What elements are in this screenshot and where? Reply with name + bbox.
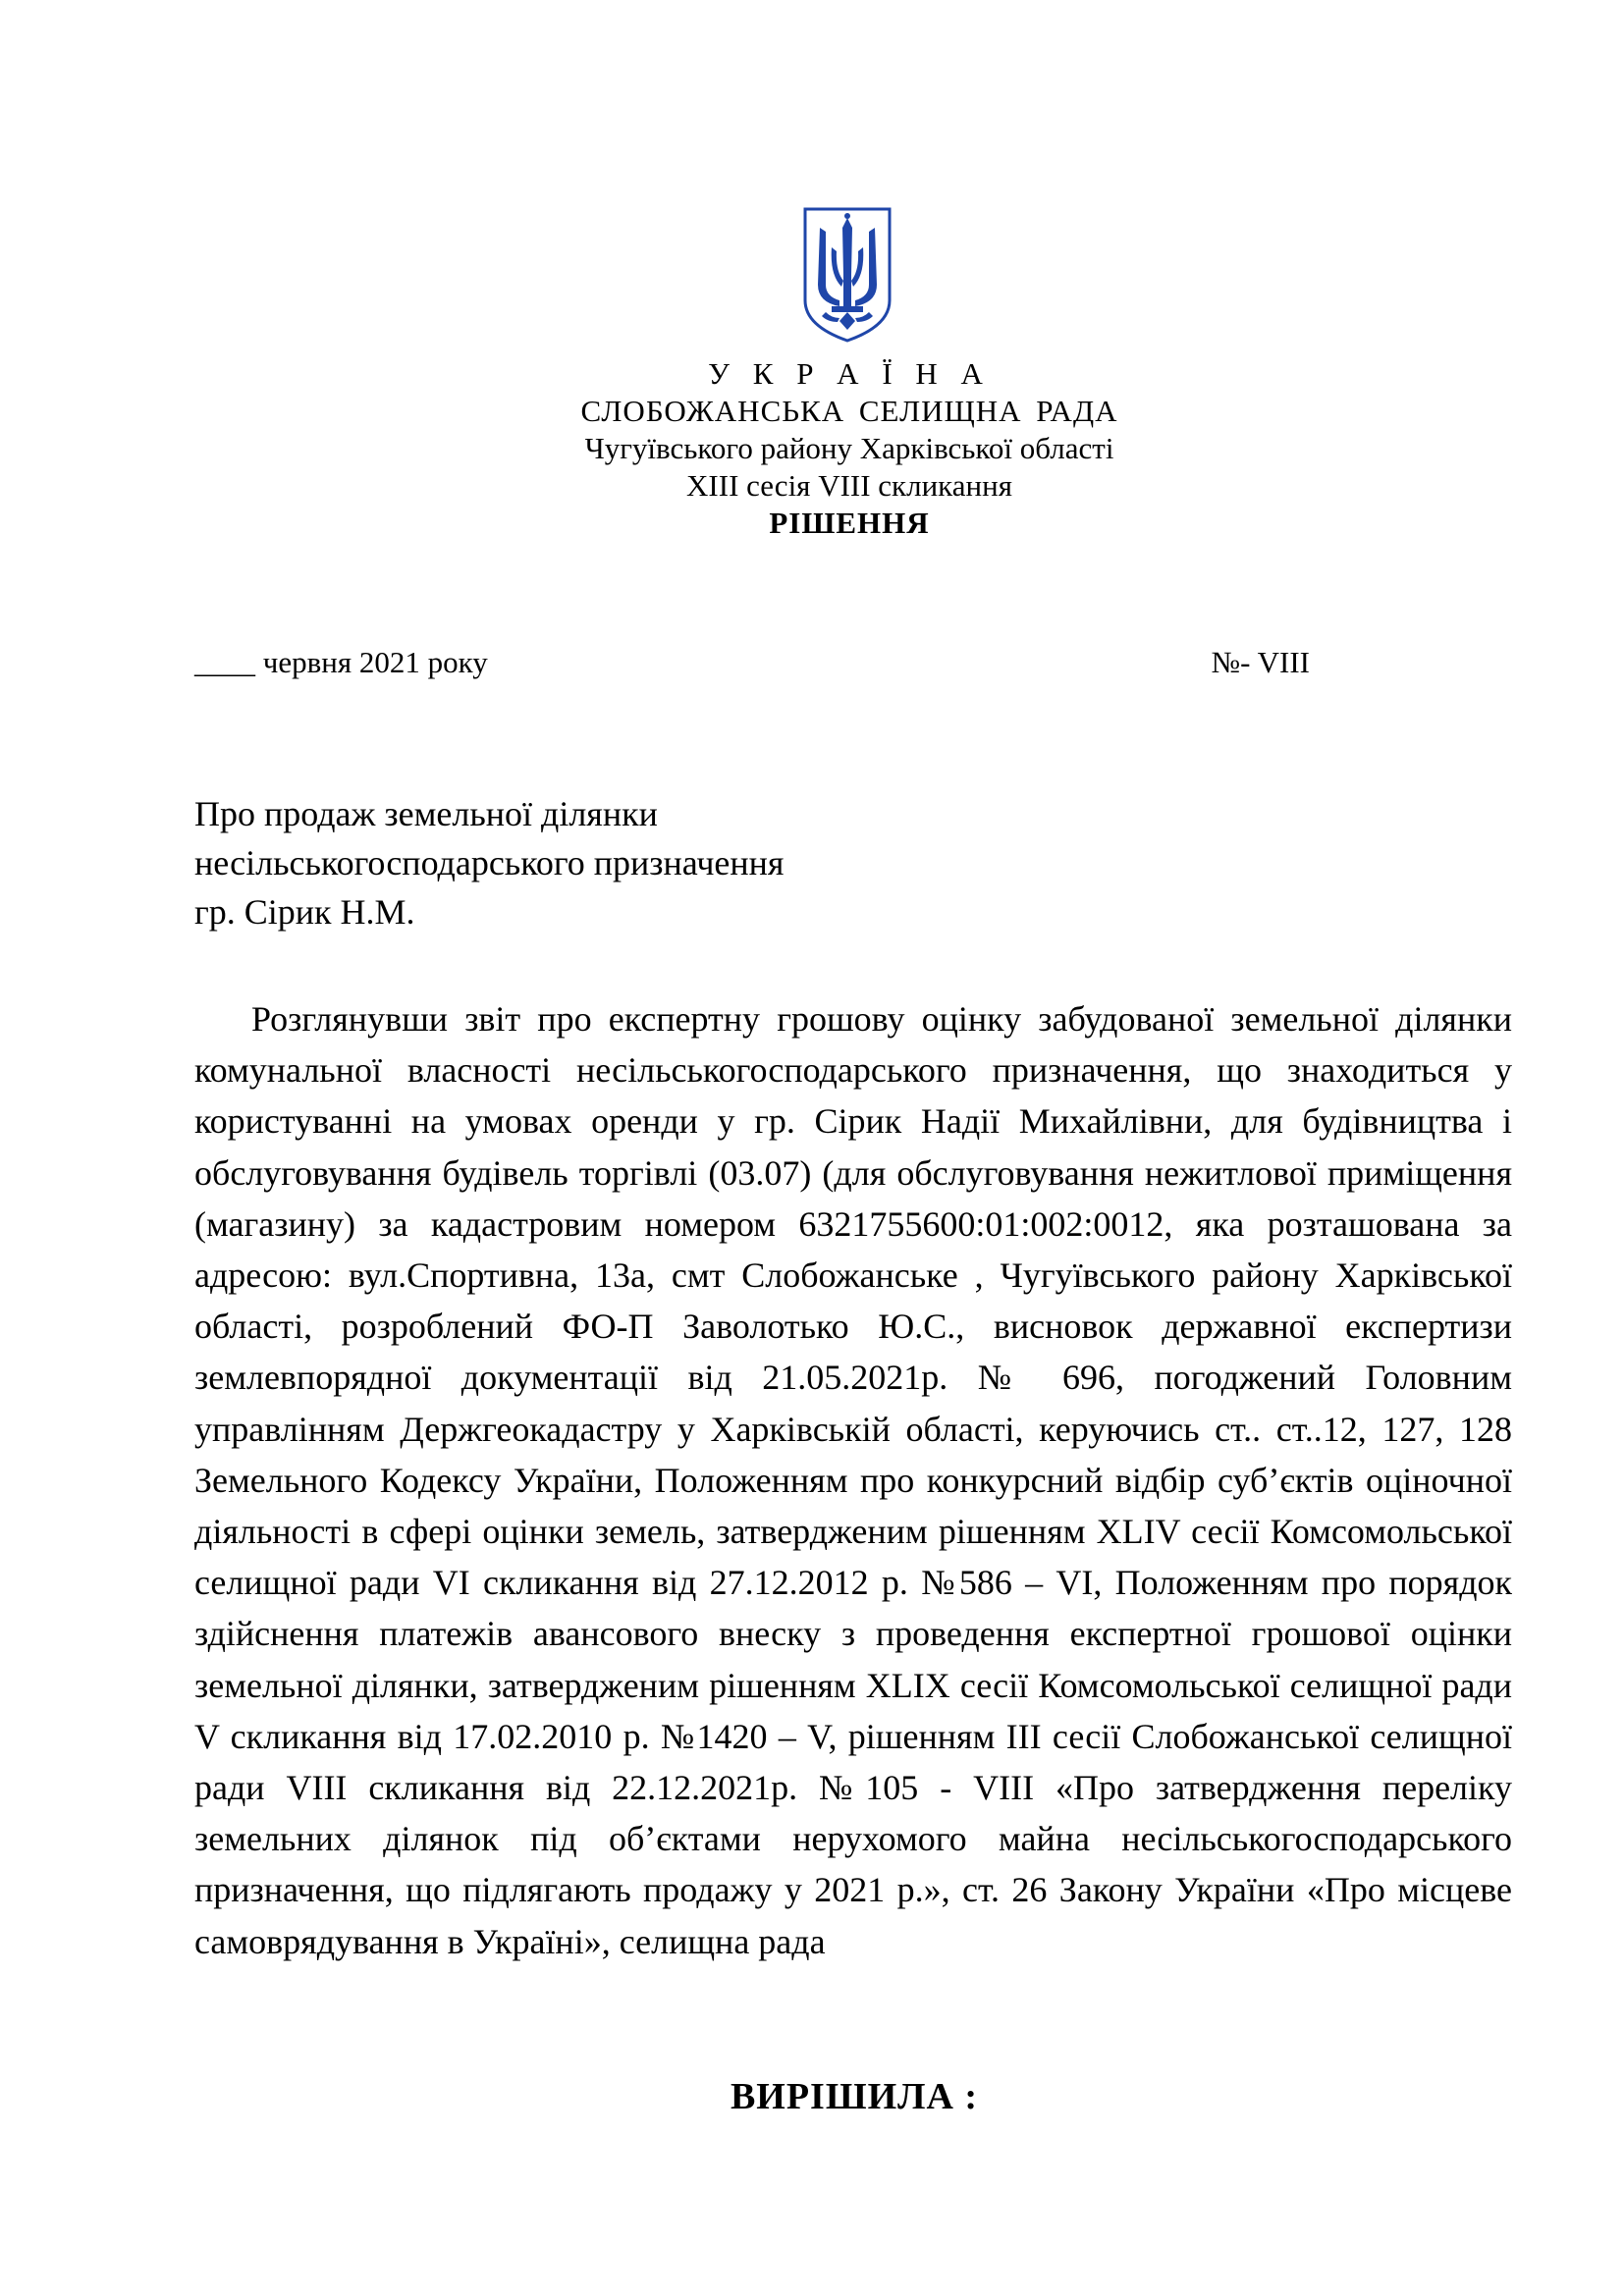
session-info: XIII сесія VIII скликання [686, 468, 1012, 503]
decision-subject [194, 789, 785, 936]
subject-line: Про продаж земельної ділянки [194, 794, 658, 833]
trident-coat-of-arms-icon [802, 206, 893, 344]
decision-date: ____ червня 2021 року [194, 645, 488, 679]
council-name: СЛОБОЖАНСЬКА СЕЛИЩНА РАДА [580, 394, 1118, 428]
document-type: РІШЕННЯ [769, 506, 930, 540]
country-name: У К Р А Ї Н А [708, 356, 991, 391]
resolved-heading: ВИРІШИЛА : [730, 2076, 979, 2117]
preamble-paragraph: Розглянувши звіт про експертну грошову оцінку забудованої земельної ділянки комунальної власності несільськогосподарського призначення, що знаходиться у користуванні на умовах оренди у гр. Сірик Надії Михайлівни, для будівництва і обслуговування будівель торгівлі (03.07) (для обслуговування нежитлової приміщення (магазину) за кадастровим номером 6321755600:01:002:0012, яка розташована за адресою: вул.Спортивна, 13а, смт Слобожанське , Чугуївського району Харківської області, розроблений ФО-П Заволотько Ю.С., висновок державної експертизи землевпорядної документації від 21.05.2021р. № 696, погоджений Головним управлінням Держгеокадастру у Харківській області, керуючись ст.. ст..12, 127, 128 Земельного Кодексу України, Положенням про конкурсний відбір суб’єктів оціночної діяльності в сфері оцінки земель, затвердженим рішенням XLIV сесії Комсомольської селищної ради VI скликання від 27.12.2012 р. №586 – VI, Положенням про порядок здійснення платежів авансового внеску з проведення експертної грошової оцінки земельної ділянки, затвердженим рішенням XLIX сесії Комсомольської селищної ради V скликання від 17.02.2010 р. №1420 – V, рішенням III сесії Слобожанської селищної ради VIII скликання від 22.12.2021р. №105 - VIII «Про затвердження переліку земельних ділянок під об’єктами нерухомого майна несільськогосподарського призначення, що підлягають продажу у 2021 р.», ст. 26 Закону України «Про місцеве самоврядування в Україні», селищна рада [194, 999, 1512, 1961]
document-header [0, 355, 1624, 542]
region-name: Чугуївського району Харківської області [584, 431, 1114, 465]
dateline [194, 644, 1310, 681]
subject-line: гр. Сірик Н.М. [194, 892, 415, 932]
subject-line: несільськогосподарського призначення [194, 843, 785, 882]
decision-number: №- VIII [1211, 645, 1310, 679]
